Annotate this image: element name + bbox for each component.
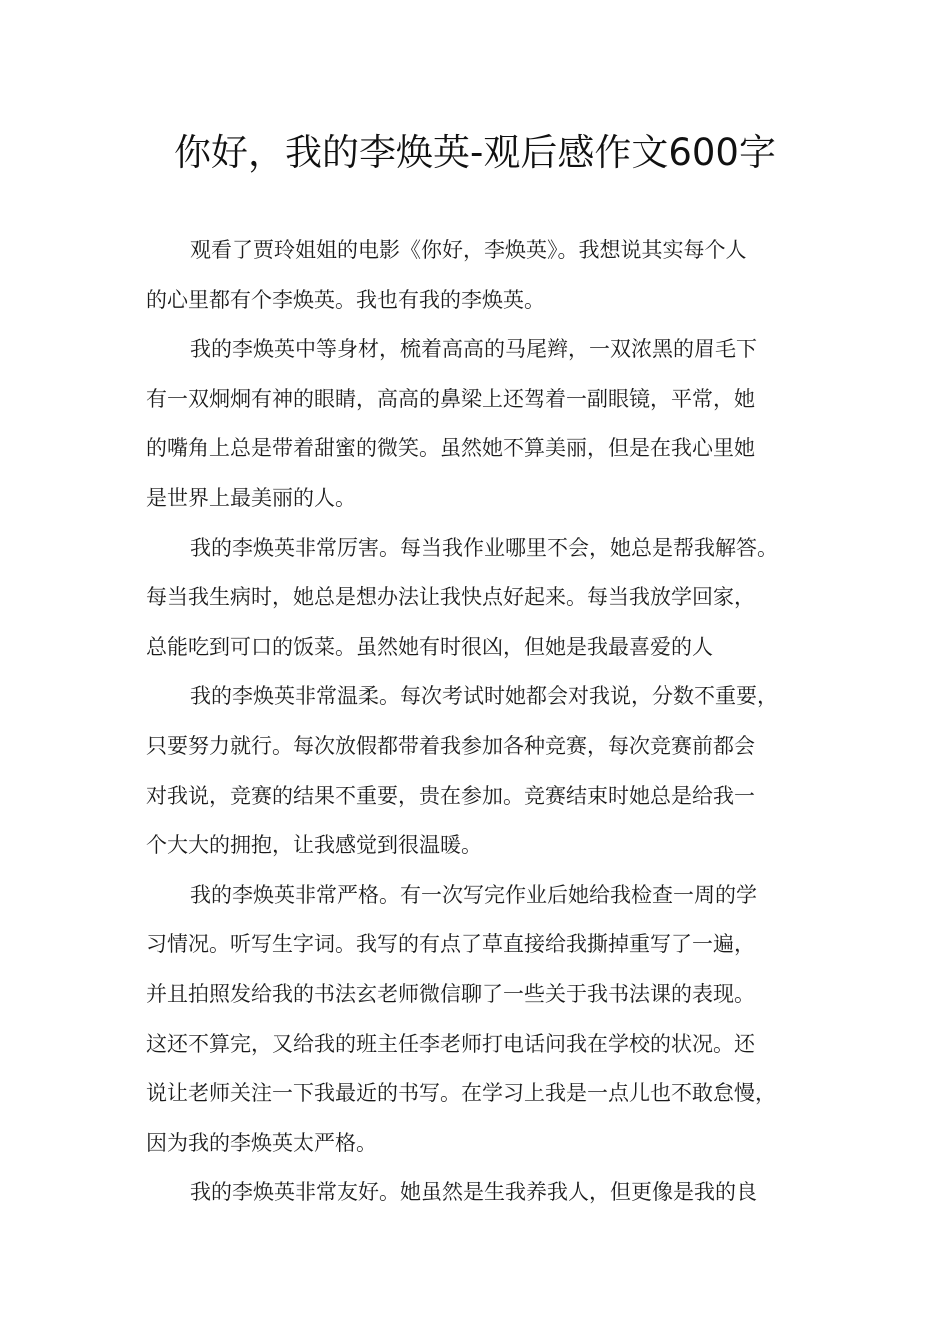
text-line: 因为我的李焕英太严格。 [146, 1130, 377, 1155]
text-line: 个大大的拥抱，让我感觉到很温暖。 [146, 833, 482, 858]
text-line: 观看了贾玲姐姐的电影《你好，李焕英》。我想说其实每个人 [190, 238, 747, 262]
text-line: 每当我生病时，她总是想办法让我快点好起来。每当我放学回家， [146, 585, 755, 610]
text-line: 只要努力就行。每次放假都带着我参加各种竞赛，每次竞赛前都会 [146, 733, 755, 758]
document-title: 你好，我的李焕英-观后感作文600字 [174, 131, 776, 174]
text-line: 我的李焕英非常温柔。每次考试时她都会对我说，分数不重要， [190, 684, 778, 709]
text-line: 我的李焕英非常严格。有一次写完作业后她给我检查一周的学 [190, 882, 757, 907]
text-line: 的嘴角上总是带着甜蜜的微笑。虽然她不算美丽，但是在我心里她 [146, 436, 755, 461]
text-line: 习情况。听写生字词。我写的有点了草直接给我撕掉重写了一遍， [146, 932, 755, 957]
text-line: 我的李焕英非常友好。她虽然是生我养我人，但更像是我的良 [190, 1180, 757, 1205]
text-line: 的心里都有个李焕英。我也有我的李焕英。 [146, 287, 545, 312]
text-line: 对我说，竞赛的结果不重要，贵在参加。竞赛结束时她总是给我一 [146, 783, 755, 808]
document-body [146, 226, 826, 1218]
text-line: 是世界上最美丽的人。 [146, 485, 356, 510]
text-line: 并且拍照发给我的书法玄老师微信聊了一些关于我书法课的表现。 [146, 981, 755, 1006]
text-line: 有一双炯炯有神的眼睛，高高的鼻梁上还驾着一副眼镜，平常，她 [146, 386, 755, 411]
text-line: 我的李焕英非常厉害。每当我作业哪里不会，她总是帮我解答。 [190, 535, 778, 560]
text-line: 说让老师关注一下我最近的书写。在学习上我是一点儿也不敢怠慢， [146, 1081, 776, 1106]
text-line: 这还不算完，又给我的班主任李老师打电话问我在学校的状况。还 [146, 1031, 755, 1056]
text-line: 我的李焕英中等身材，梳着高高的马尾辫，一双浓黑的眉毛下 [190, 337, 757, 362]
text-line: 总能吃到可口的饭菜。虽然她有时很凶，但她是我最喜爱的人 [146, 634, 713, 659]
